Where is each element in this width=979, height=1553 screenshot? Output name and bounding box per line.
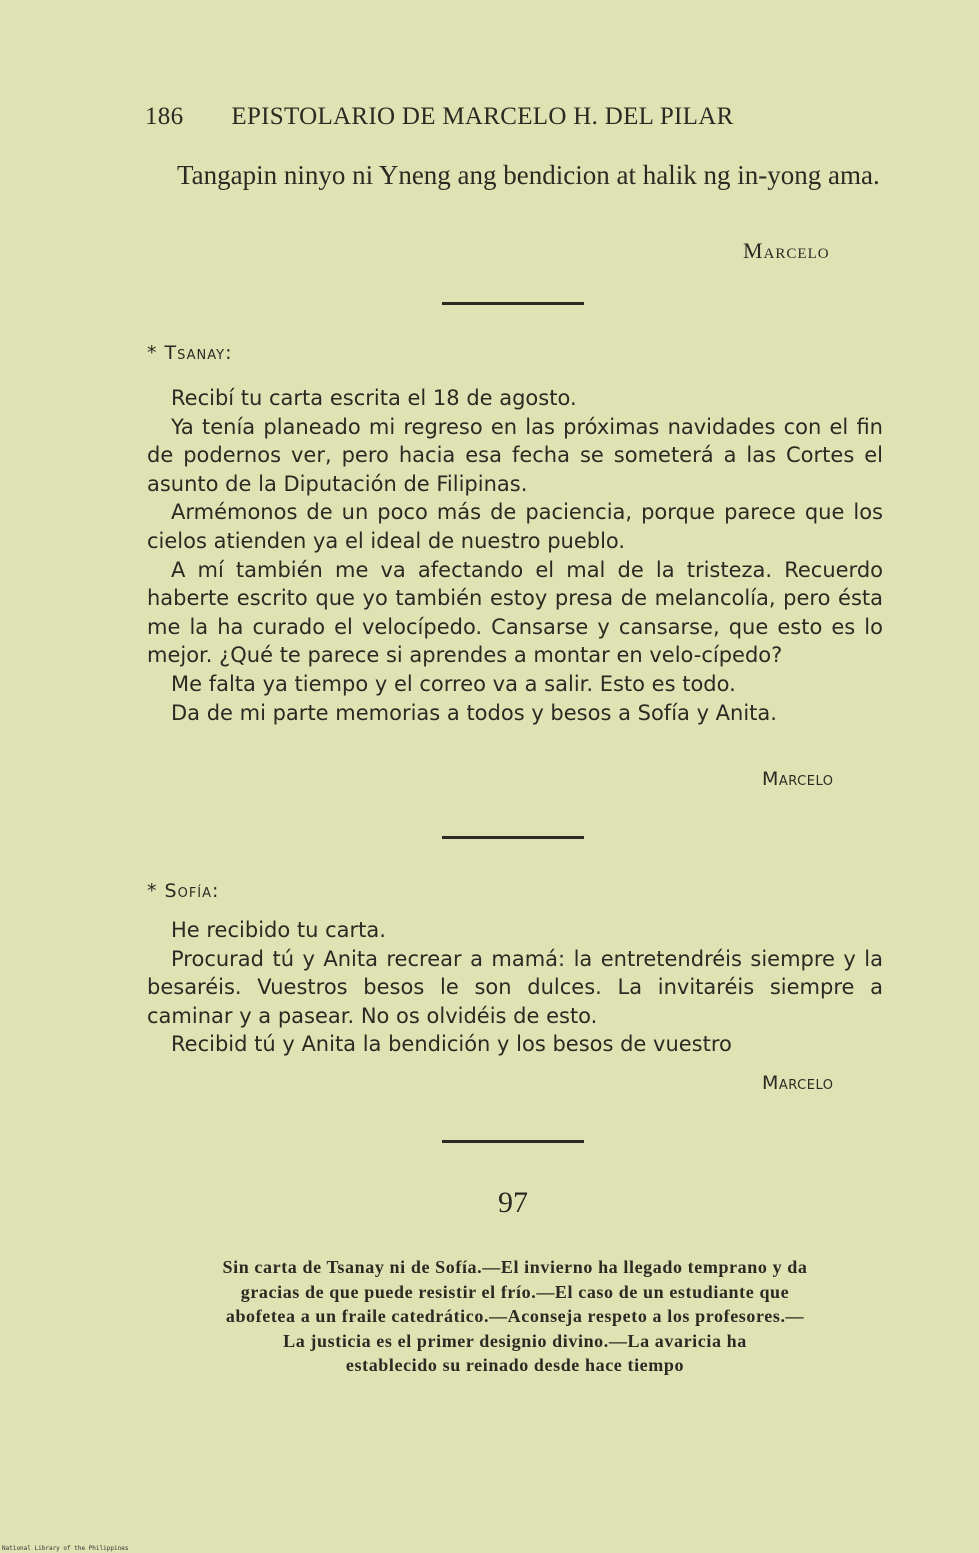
- signature-marcelo-1: Marcelo: [743, 238, 830, 263]
- letter-96-closing: [147, 157, 883, 193]
- section-divider: [442, 836, 584, 839]
- paragraph: Ya tenía planeado mi regreso en las próximas navidades con el fin de podernos ver, pero hacia esa fecha se someterá a las Cortes el asunto de la Diputación de Filipinas.: [147, 414, 883, 496]
- salutation-sofia: * Sofía:: [147, 880, 220, 902]
- paragraph: Procurad tú y Anita recrear a mamá: la entretendréis siempre y la besaréis. Vuestros besos le son dulces. La invitaréis siempre a caminar y a pasear. No os olvidéis de esto.: [147, 946, 883, 1028]
- letter-number: 97: [498, 1186, 528, 1219]
- letter-summary: [147, 1255, 883, 1378]
- signature-marcelo-3: Marcelo: [762, 1072, 834, 1094]
- paragraph: He recibido tu carta.: [171, 918, 386, 942]
- letter-sofia-body: [147, 916, 883, 1059]
- signature-marcelo-2: Marcelo: [762, 768, 834, 790]
- paragraph: Recibí tu carta escrita el 18 de agosto.: [171, 386, 577, 410]
- summary-line: Sin carta de Tsanay ni de Sofía.—El invierno ha llegado temprano y da: [222, 1257, 808, 1277]
- paragraph: A mí también me va afectando el mal de la tristeza. Recuerdo haberte escrito que yo también estoy presa de melancolía, pero ésta me la ha curado el velocípedo. Cansarse y cansarse, que esto es lo mejor. ¿Qué te parece si aprendes a montar en velo-cípedo?: [147, 557, 883, 668]
- section-divider: [442, 302, 584, 305]
- page-number: 186: [145, 103, 184, 130]
- section-divider: [442, 1140, 584, 1143]
- library-credit: National Library of the Philippines: [2, 1545, 129, 1552]
- paragraph: Me falta ya tiempo y el correo va a salir. Esto es todo.: [171, 671, 736, 696]
- summary-line: gracias de que puede resistir el frío.—El caso de un estudiante que: [240, 1281, 790, 1302]
- salutation-tsanay: * Tsanay:: [147, 342, 233, 364]
- summary-line: establecido su reinado desde hace tiempo: [345, 1355, 685, 1375]
- letter-tsanay-body: [147, 384, 883, 727]
- paragraph: Da de mi parte memorias a todos y besos a Sofía y Anita.: [171, 700, 777, 725]
- summary-line: abofetea a un fraile catedrático.—Aconseja respeto a los profesores.—: [225, 1306, 805, 1326]
- paragraph: Armémonos de un poco más de paciencia, porque parece que los cielos atienden ya el ideal de nuestro pueblo.: [147, 500, 883, 553]
- paragraph: Recibid tú y Anita la bendición y los besos de vuestro: [171, 1032, 732, 1057]
- summary-line: La justicia es el primer designio divino.—La avaricia ha: [283, 1330, 747, 1351]
- closing-paragraph: Tangapin ninyo ni Yneng ang bendicion at halik ng in-yong ama.: [177, 160, 880, 190]
- running-title: EPISTOLARIO DE MARCELO H. DEL PILAR: [231, 103, 734, 130]
- running-header: [145, 103, 865, 131]
